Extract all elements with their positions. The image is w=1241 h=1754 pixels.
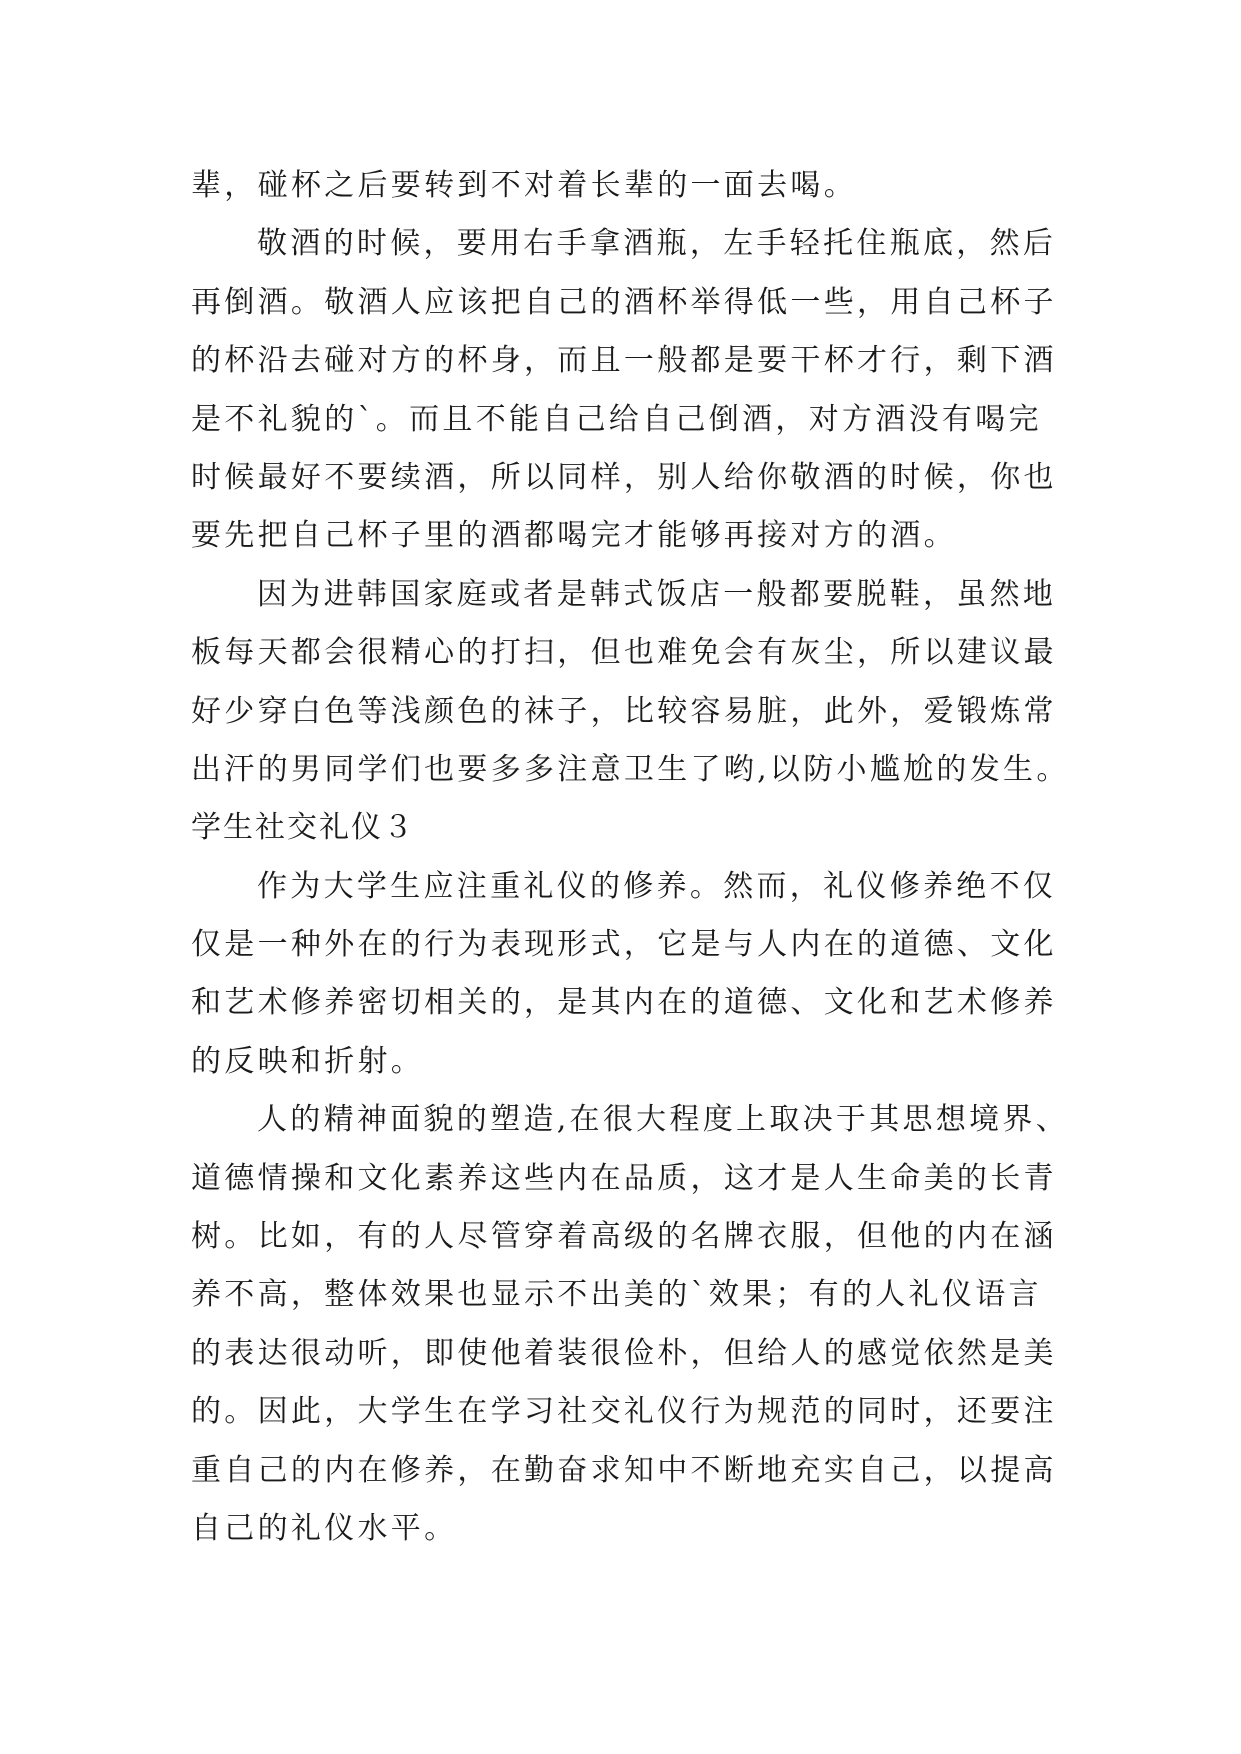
text-line: 时候最好不要续酒，所以同样，别人给你敬酒的时候，你也 <box>191 459 1057 495</box>
text-line: 人的精神面貌的塑造,在很大程度上取决于其思想境界、 <box>257 1102 1070 1138</box>
text-line: 板每天都会很精心的打扫，但也难免会有灰尘，所以建议最 <box>191 635 1057 671</box>
text-line: 的杯沿去碰对方的杯身，而且一般都是要干杯才行，剩下酒 <box>191 343 1057 379</box>
text-line: 仅是一种外在的行为表现形式，它是与人内在的道德、文化 <box>191 927 1057 963</box>
text-line: 树。比如，有的人尽管穿着高级的名牌衣服，但他的内在涵 <box>191 1219 1057 1255</box>
text-line: 道德情操和文化素养这些内在品质，这才是人生命美的长青 <box>191 1160 1057 1196</box>
text-line: 的反映和折射。 <box>191 1043 425 1079</box>
text-line: 自己的礼仪水平。 <box>191 1510 458 1546</box>
text-line: 敬酒的时候，要用右手拿酒瓶，左手轻托住瓶底，然后 <box>257 226 1057 262</box>
text-line: 辈，碰杯之后要转到不对着长辈的一面去喝。 <box>191 168 857 203</box>
text-line: 的表达很动听，即使他着装很俭朴，但给人的感觉依然是美 <box>191 1335 1057 1371</box>
text-line: 重自己的内在修养，在勤奋求知中不断地充实自己，以提高 <box>191 1452 1057 1488</box>
section-heading: 学生社交礼仪３ <box>191 810 415 846</box>
text-line: 好少穿白色等浅颜色的袜子，比较容易脏，此外，爱锻炼常 <box>191 693 1057 729</box>
document-body <box>191 157 1070 1558</box>
text-line: 的。因此，大学生在学习社交礼仪行为规范的同时，还要注 <box>191 1394 1057 1430</box>
text-line: 因为进韩国家庭或者是韩式饭店一般都要脱鞋，虽然地 <box>257 576 1057 612</box>
text-line: 是不礼貌的`。而且不能自己给自己倒酒，对方酒没有喝完 <box>191 401 1042 437</box>
text-line: 和艺术修养密切相关的，是其内在的道德、文化和艺术修养 <box>191 985 1057 1021</box>
text-line: 要先把自己杯子里的酒都喝完才能够再接对方的酒。 <box>191 518 957 554</box>
text-line: 作为大学生应注重礼仪的修养。然而，礼仪修养绝不仅 <box>257 868 1057 904</box>
text-line: 出汗的男同学们也要多多注意卫生了哟,以防小尴尬的发生。 <box>191 751 1070 787</box>
text-line: 再倒酒。敬酒人应该把自己的酒杯举得低一些，用自己杯子 <box>191 284 1057 320</box>
text-line: 养不高，整体效果也显示不出美的`效果；有的人礼仪语言 <box>191 1277 1042 1313</box>
